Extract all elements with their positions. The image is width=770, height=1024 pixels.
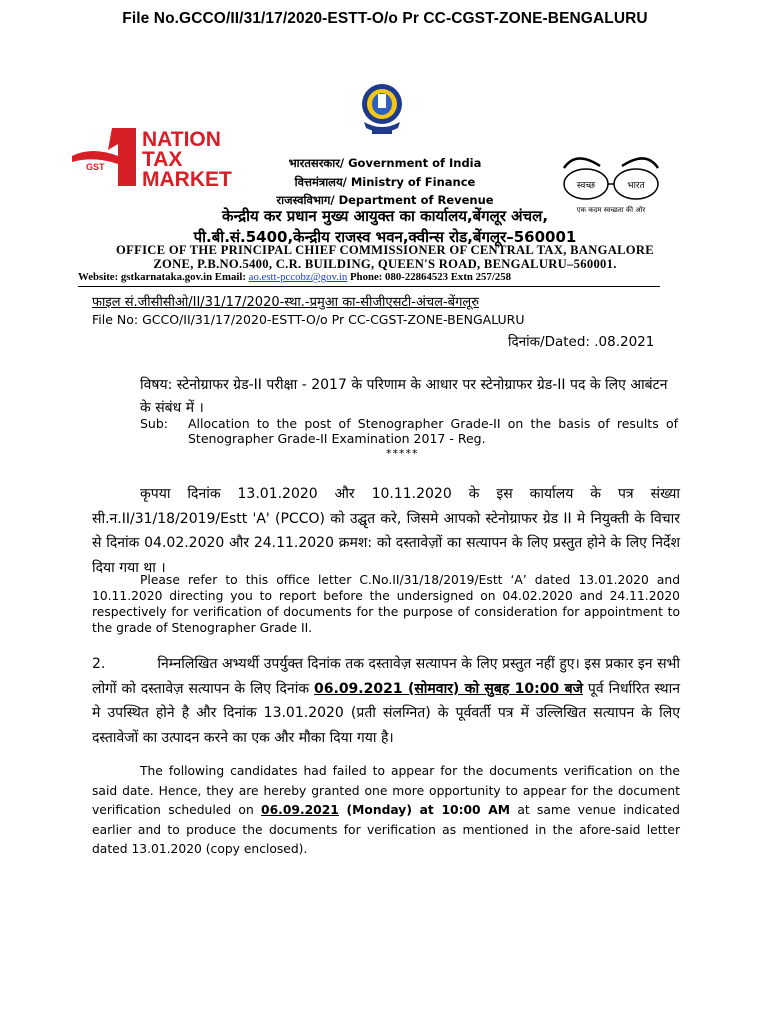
paragraph-2-hindi-b: पूर्व निर्धारित स्थान मे उपस्थित होने है और दिनांक 13.01.2020 (प्रती संलग्नित) के पूर्ववर्ती पत्र में उल्लिखित सत्यापन के लिए दस्तावेजों का उत्पादन करने का एक और मौका दिया गया है। — [92, 680, 680, 746]
swachh-left-text: स्वच्छ — [576, 181, 596, 191]
subject-label: Sub: — [140, 416, 169, 431]
header-line-office-hindi: केन्द्रीय कर प्रधान मुख्य आयुक्त का कार्यालय,बेंगलूर अंचल, — [221, 207, 549, 225]
subject-hindi: विषय: स्टेनोग्राफर ग्रेड-II परीक्षा - 2017 के परिणाम के आधार पर स्टेनोग्राफर ग्रेड-II पद के लिए आबंटन के संबंध में । — [140, 377, 668, 416]
paragraph-2-hindi-schedule: 06.09.2021 (सोमवार) को सुबह 10:00 बजे — [314, 680, 583, 697]
logo-badge: GST — [86, 162, 105, 172]
subject-english: Allocation to the post of Stenographer Grade-II on the basis of results of Stenographer Grade-II Examination 2017 - Reg. — [188, 416, 678, 446]
phone-text: Phone: 080-22864523 Extn 257/258 — [347, 271, 512, 283]
header-line-address-hindi: पी.बी.सं.5400,केन्द्रीय राजस्व भवन,क्वीन्स रोड,बेंगलूर–560001 — [193, 228, 577, 246]
paragraph-1-hindi — [92, 482, 680, 580]
header-divider — [78, 286, 660, 287]
header-line-department: राजस्वविभाग/ Department of Revenue — [276, 193, 494, 207]
email-link[interactable]: ao.estt-pccobz@gov.in — [248, 271, 348, 283]
paragraph-2-english-b: at same venue indicated earlier and to produce the documents for verification as mentioned in the afore-said letter dated 13.01.2020 (copy enclosed). — [92, 803, 680, 856]
file-number-english: File No: GCCO/II/31/17/2020-ESTT-O/o Pr CC-CGST-ZONE-BENGALURU — [92, 312, 525, 327]
paragraph-2-hindi — [92, 652, 680, 750]
paragraph-2-hindi-a: निम्नलिखित अभ्यर्थी उपर्युक्त दिनांक तक दस्तावेज़ सत्यापन के लिए प्रस्तुत नहीं हुए। इस प्रकार इन सभी लोगों को दस्तावेज़ सत्यापन के लिए दिनांक — [92, 656, 680, 697]
paragraph-2-english — [92, 762, 680, 860]
logo-line3: MARKET — [142, 168, 232, 188]
header-line-government: भारतसरकार/ Government of India — [288, 156, 482, 170]
header-line-ministry: वित्तमंत्रालय/ Ministry of Finance — [294, 175, 476, 189]
swachh-right-text: भारत — [627, 181, 645, 191]
paragraph-2-english-time: (Monday) at 10:00 AM — [338, 803, 511, 817]
paragraph-1-hindi-text: कृपया दिनांक 13.01.2020 और 10.11.2020 के इस कार्यालय के पत्र संख्या सी.न.II/31/18/2019/Estt 'A' (PCCO) को उद्घृत करे, जिसमे आपको स्टेनोग्राफर ग्रेड II मे नियुक्ती के विचार से दिनांक 04.02.2020 और 24.11.2020 क्रमश: को दस्तावेज़ों का सत्यापन के लिए प्रस्तुत होने के लिए निर्देश दिया गया था । — [92, 486, 680, 576]
paragraph-2-number: 2. — [92, 656, 106, 672]
logo-line1: NATION — [142, 128, 221, 151]
logo-line2: TAX — [142, 148, 183, 171]
website-text: Website: gstkarnataka.gov.in Email: — [78, 271, 249, 283]
paragraph-1-english-text: Please refer to this office letter C.No.II/31/18/2019/Estt ‘A’ dated 13.01.2020 and 10.11.2020 directing you to report before the undersigned on 04.02.2020 and 24.11.2020 respectively for verification of documents for the purpose of consideration for appointment to the grade of Stenographer Grade II. — [92, 573, 680, 635]
header-line-address-english: ZONE, P.B.NO.5400, C.R. BUILDING, QUEEN'S ROAD, BENGALURU–560001. — [153, 257, 617, 271]
paragraph-2-english-date: 06.09.2021 — [261, 803, 339, 817]
swachh-tagline: एक कदम स्वच्छता की ओर — [576, 206, 646, 214]
file-number-hindi: फाइल सं.जीसीसीओ/II/31/17/2020-स्था.-प्रमुआ का-सीजीएसटी-अंचल-बेंगलूरु — [92, 295, 480, 310]
header-line-office-english: OFFICE OF THE PRINCIPAL CHIEF COMMISSIONER OF CENTRAL TAX, BANGALORE — [116, 243, 654, 257]
file-number-header: File No.GCCO/II/31/17/2020-ESTT-O/o Pr CC-CGST-ZONE-BENGALURU — [122, 10, 648, 27]
paragraph-2-english-a: The following candidates had failed to appear for the documents verification on the said date. Hence, they are hereby granted one more opportunity to appear for the document verification scheduled on — [92, 764, 680, 817]
dated-line: दिनांक/Dated: .08.2021 — [508, 334, 655, 350]
contact-line — [78, 271, 718, 283]
paragraph-1-english — [92, 572, 680, 636]
separator-stars: ***** — [386, 447, 419, 460]
national-emblem-icon — [358, 82, 406, 142]
